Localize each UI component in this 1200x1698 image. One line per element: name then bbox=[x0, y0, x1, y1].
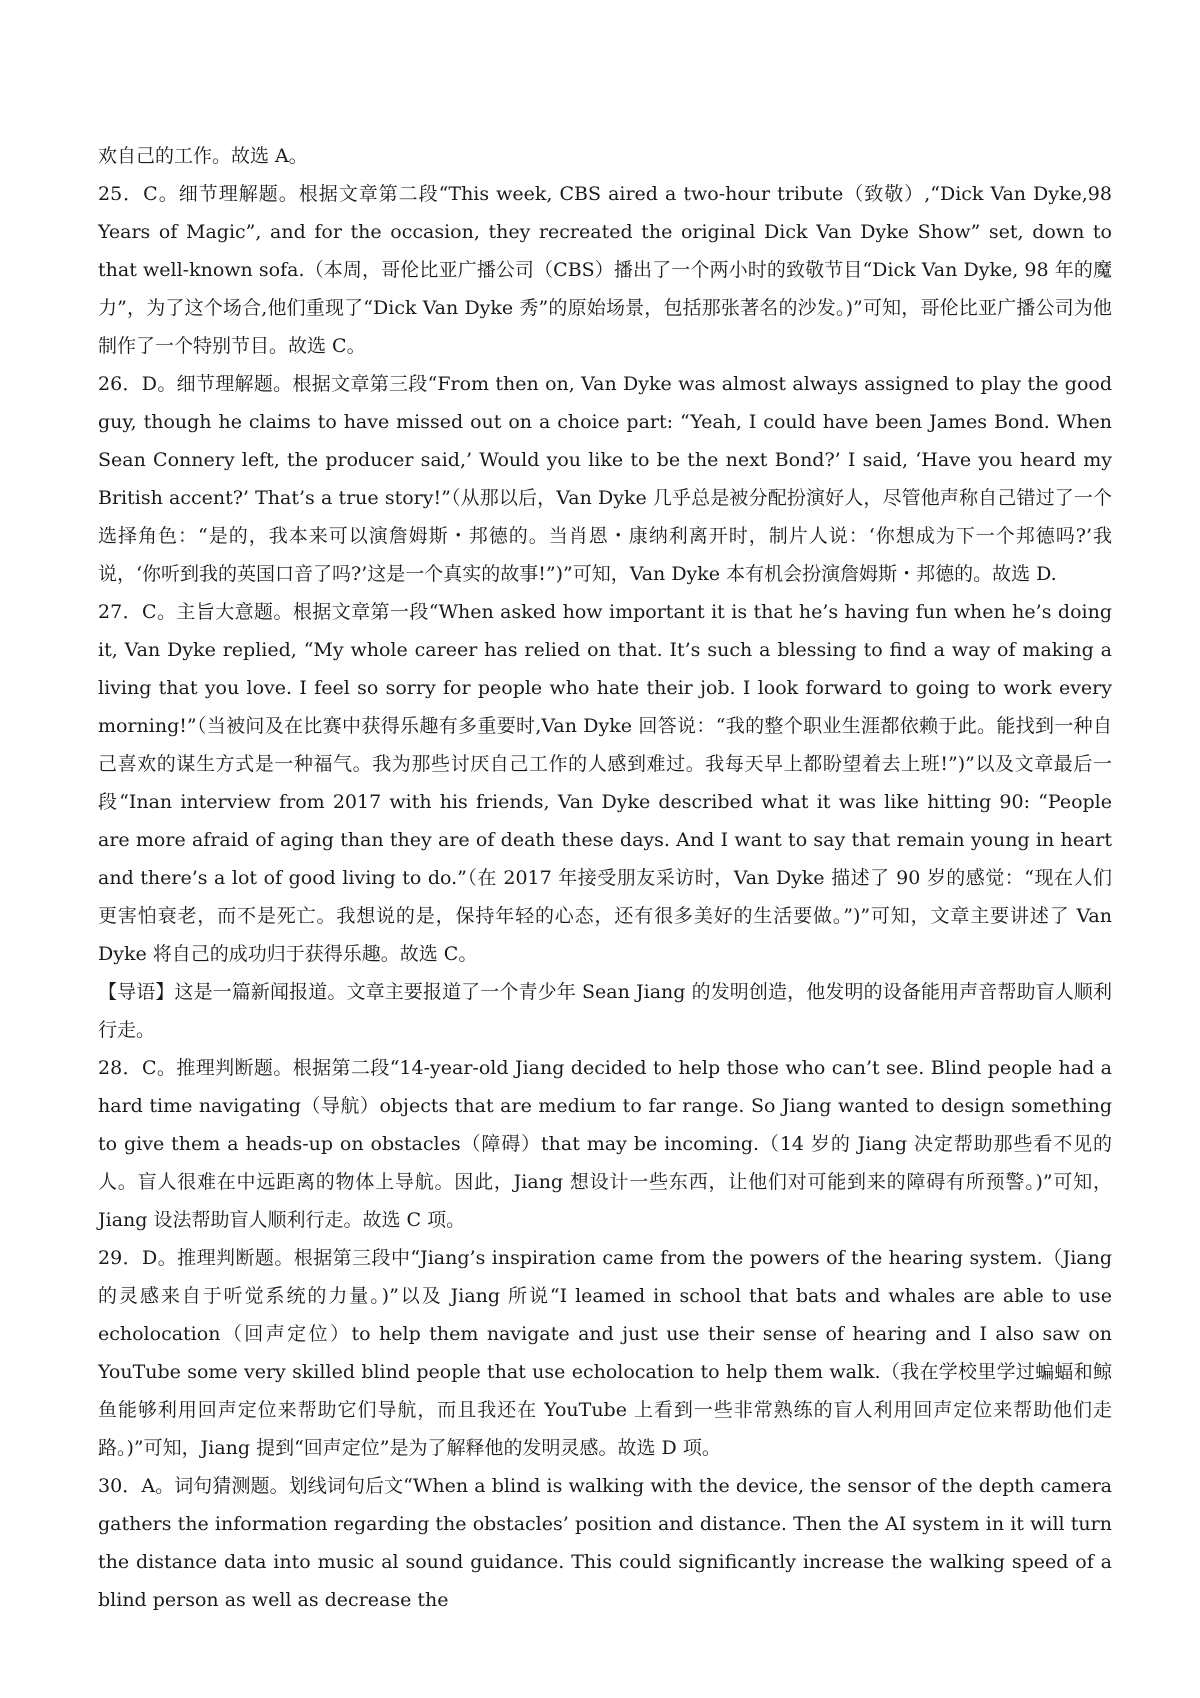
answer-30: 30．A。词句猜测题。划线词句后文“When a blind is walking with the device, the sensor of the depth camera gathers the information regarding the obstacles’ position and distance. Then the AI system in it will turn the distance data into music al sound guidance. This could significantly increase the walking speed of a blind person as well as decrease the bbox=[98, 1475, 1112, 1611]
paragraph-continuation: 欢自己的工作。故选 A。 bbox=[98, 145, 308, 167]
answer-25: 25．C。细节理解题。根据文章第二段“This week, CBS aired a two-hour tribute（致敬）,“Dick Van Dyke,98 Years of Magic”, and for the occasion, they recreated the original Dick Van Dyke Show” set, down to that well-known sofa.（本周，哥伦比亚广播公司（CBS）播出了一个两小时的致敬节目“Dick Van Dyke, 98 年的魔力”，为了这个场合,他们重现了“Dick Van Dyke 秀”的原始场景，包括那张著名的沙发。)”可知，哥伦比亚广播公司为他制作了一个特别节目。故选 C。 bbox=[98, 183, 1112, 357]
answer-29: 29．D。推理判断题。根据第三段中“Jiang’s inspiration came from the powers of the hearing system.（Jiang 的灵感来自于听觉系统的力量。)”以及 Jiang 所说“I leamed in school that bats and whales are able to use echolocation（回声定位）to help them navigate and just use their sense of hearing and I also saw on YouTube some very skilled blind people that use echolocation to help them walk.（我在学校里学过蝙蝠和鲸鱼能够利用回声定位来帮助它们导航，而且我还在 YouTube 上看到一些非常熟练的盲人利用回声定位来帮助他们走路。)”可知，Jiang 提到“回声定位”是为了解释他的发明灵感。故选 D 项。 bbox=[98, 1247, 1112, 1459]
answer-26: 26．D。细节理解题。根据文章第三段“From then on, Van Dyke was almost always assigned to play the good guy, though he claims to have missed out on a choice part: “Yeah, I could have been James Bond. When Sean Connery left, the producer said,’ Would you like to be the next Bond?’ I said, ‘Have you heard my British accent?’ That’s a true story!”（从那以后，Van Dyke 几乎总是被分配扮演好人，尽管他声称自己错过了一个选择角色：“是的，我本来可以演詹姆斯・邦德的。当肖恩・康纳利离开时，制片人说：‘你想成为下一个邦德吗?’我说，‘你听到我的英国口音了吗?’这是一个真实的故事!”)”可知，Van Dyke 本有机会扮演詹姆斯・邦德的。故选 D. bbox=[98, 373, 1112, 585]
document-body bbox=[98, 137, 1112, 1619]
answer-27: 27．C。主旨大意题。根据文章第一段“When asked how important it is that he’s having fun when he’s doing it, Van Dyke replied, “My whole career has relied on that. It’s such a blessing to find a way of making a living that you love. I feel so sorry for people who hate their job. I look forward to going to work every morning!”（当被问及在比赛中获得乐趣有多重要时,Van Dyke 回答说：“我的整个职业生涯都依赖于此。能找到一种自己喜欢的谋生方式是一种福气。我为那些讨厌自己工作的人感到难过。我每天早上都盼望着去上班!”)”以及文章最后一段“Inan interview from 2017 with his friends, Van Dyke described what it was like hitting 90: “People are more afraid of aging than they are of death these days. And I want to say that remain young in heart and there’s a lot of good living to do.”（在 2017 年接受朋友采访时，Van Dyke 描述了 90 岁的感觉：“现在人们更害怕衰老，而不是死亡。我想说的是，保持年轻的心态，还有很多美好的生活要做。”)”可知，文章主要讲述了 Van Dyke 将自己的成功归于获得乐趣。故选 C。 bbox=[98, 601, 1112, 965]
answer-28: 28．C。推理判断题。根据第二段“14-year-old Jiang decided to help those who can’t see. Blind people had a hard time navigating（导航）objects that are medium to far range. So Jiang wanted to design something to give them a heads-up on obstacles（障碍）that may be incoming.（14 岁的 Jiang 决定帮助那些看不见的人。盲人很难在中远距离的物体上导航。因此，Jiang 想设计一些东西，让他们对可能到来的障碍有所预警。)”可知，Jiang 设法帮助盲人顺利行走。故选 C 项。 bbox=[98, 1057, 1112, 1231]
passage-intro: 【导语】这是一篇新闻报道。文章主要报道了一个青少年 Sean Jiang 的发明创造，他发明的设备能用声音帮助盲人顺利行走。 bbox=[98, 981, 1112, 1041]
